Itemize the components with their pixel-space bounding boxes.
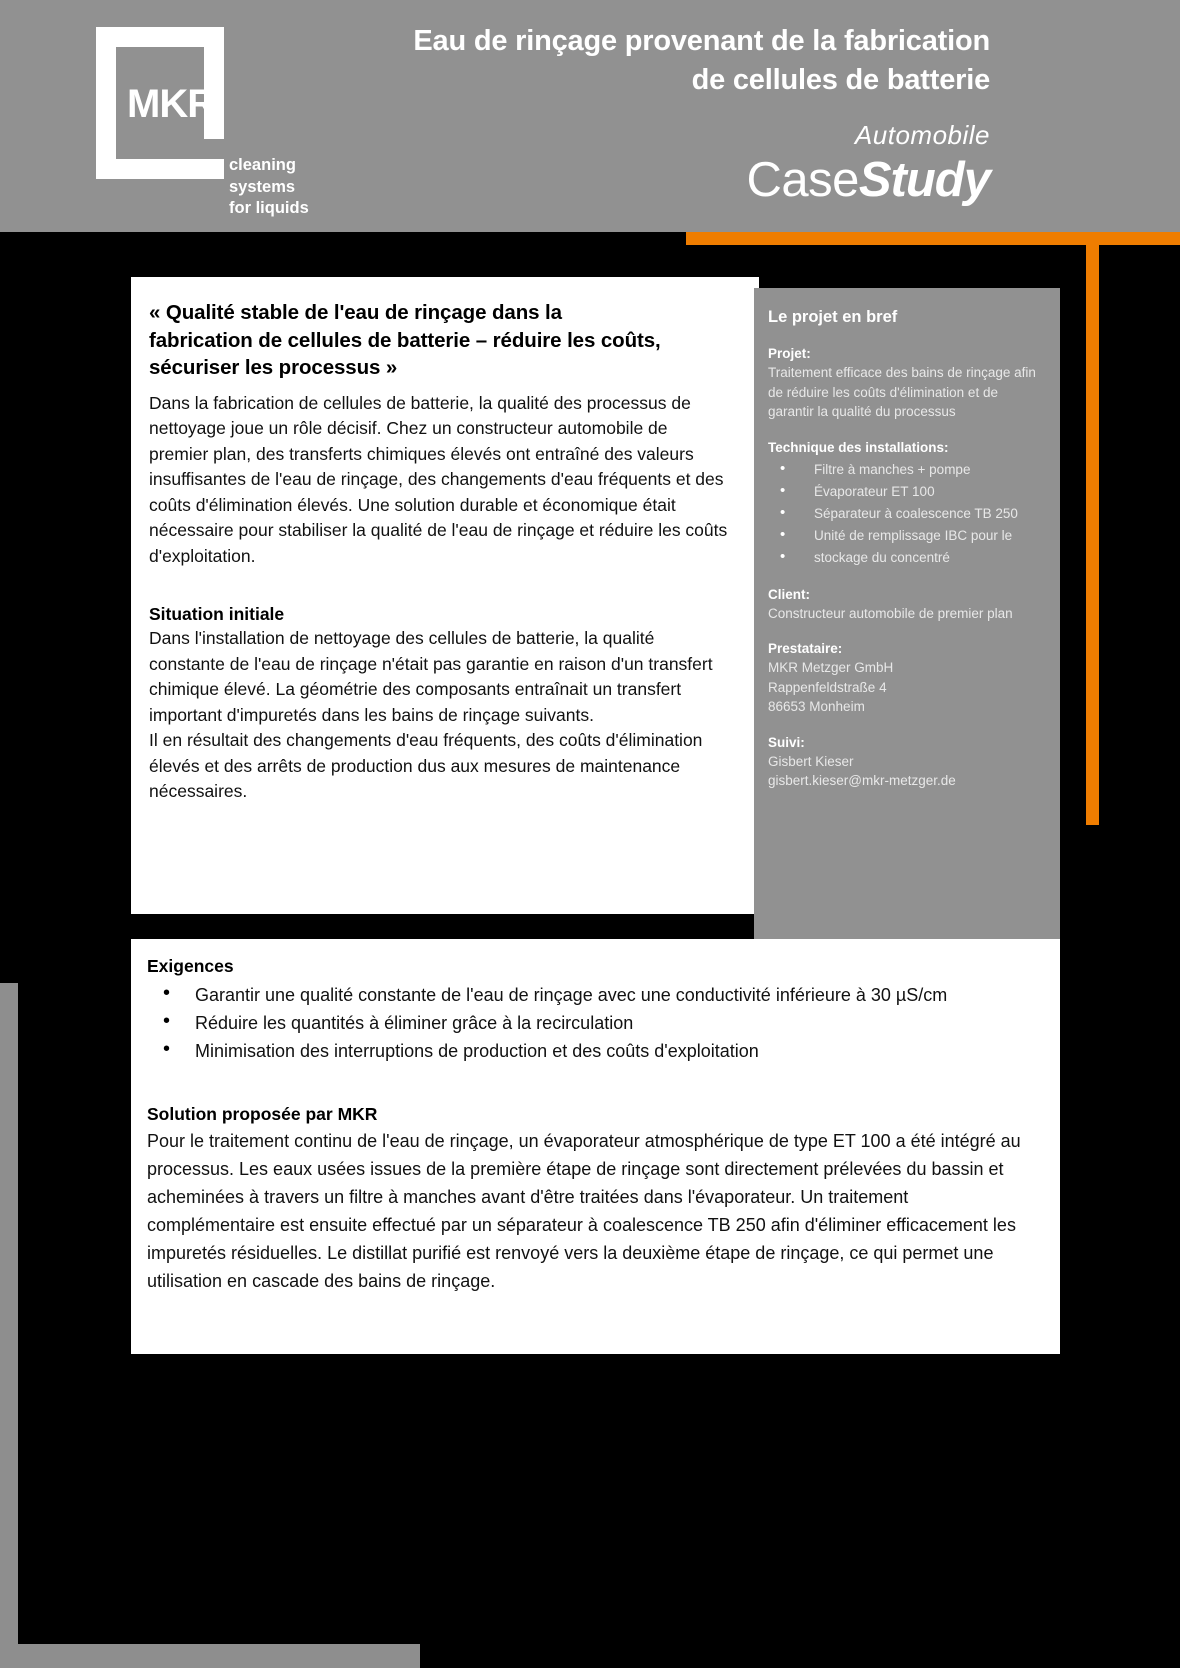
sidebar-provider-city: 86653 Monheim: [768, 699, 865, 714]
list-item: • Évaporateur ET 100: [768, 481, 1046, 503]
page-edge-left: [0, 983, 18, 1644]
logo-wordmark: MKR: [127, 82, 216, 126]
list-item: • stockage du concentré: [768, 547, 1046, 569]
page-edge-bottom: [0, 1644, 420, 1668]
list-item: • Réduire les quantités à éliminer grâce à la recirculation: [147, 1009, 1040, 1037]
logo-tagline-line-1: cleaning: [229, 156, 296, 174]
situation-paragraph-1: Dans l'installation de nettoyage des cellules de batterie, la qualité constante de l'eau de rinçage n'était pas garantie en raison d'un transfert chimique élevé. La géométrie des composants entraînait un transfert important d'impuretés dans les bains de rinçage suivants.: [149, 628, 713, 725]
sidebar-client-label: Client:: [768, 586, 810, 602]
logo-bar-left: [96, 27, 116, 179]
logo-tagline-line-2: systems: [229, 177, 296, 196]
sidebar-client-text: Constructeur automobile de premier plan: [768, 605, 1013, 621]
sidebar-technique-list: [768, 459, 1046, 569]
page-title-line-1: Eau de rinçage provenant de la fabrication: [413, 25, 990, 57]
case-study-word-study: Study: [858, 153, 990, 207]
logo-bracket-icon: [96, 27, 224, 179]
case-study-label: [300, 153, 990, 207]
sidebar-contact-label: Suivi:: [768, 734, 805, 750]
category-label: Automobile: [854, 120, 990, 150]
sidebar-project-label: Projet:: [768, 346, 811, 361]
sidebar-project-text: Traitement efficace des bains de rinçage afin de réduire les coûts d'élimination et de garantir la qualité du processus: [768, 365, 1036, 419]
list-item: • Filtre à manches + pompe: [768, 459, 1046, 481]
pull-quote-line-2: fabrication de cellules de batterie – réduire les coûts,: [149, 328, 661, 352]
solution-paragraph: Pour le traitement continu de l'eau de rinçage, un évaporateur atmosphérique de type ET 100 a été intégré au processus. Les eaux usées issues de la première étape de rinçage sont directement prélevées du bassin et acheminées à travers un filtre à manches avant d'être traitées dans l'évaporateur. Un traitement complémentaire est ensuite effectué par un séparateur à coalescence TB 250 afin d'éliminer efficacement les impuretés résiduelles. Le distillat purifié est renvoyé vers la deuxième étape de rinçage, ce qui permet une utilisation en cascade des bains de rinçage.: [147, 1131, 1021, 1291]
sidebar-title: Le projet en bref: [768, 308, 898, 326]
intro-paragraph: Dans la fabrication de cellules de batterie, la qualité des processus de nettoyage joue un rôle décisif. Chez un constructeur automobile de premier plan, des transferts chimiques élevés ont entraîné des valeurs insuffisantes de l'eau de rinçage, des changements d'eau fréquents et des coûts d'élimination élevés. Une solution durable et économique était nécessaire pour stabiliser la qualité de l'eau de rinçage et réduire les coûts d'exploitation.: [149, 392, 728, 566]
case-study-word-case: Case: [746, 153, 859, 207]
situation-paragraph-2: Il en résultait des changements d'eau fréquents, des coûts d'élimination élevés et des arrêts de production dus aux mesures de maintenance nécessaires.: [149, 730, 703, 801]
intro-panel: [131, 277, 759, 914]
pull-quote: [149, 299, 729, 382]
list-item: • Unité de remplissage IBC pour le: [768, 525, 1046, 547]
page-header: [0, 0, 1180, 232]
sidebar-contact-name: Gisbert Kieser: [768, 753, 854, 769]
sidebar-provider-label: Prestataire:: [768, 641, 843, 656]
pull-quote-line-1: « Qualité stable de l'eau de rinçage dans la: [149, 301, 562, 324]
mkr-logo: [96, 27, 326, 217]
project-summary-card: [754, 288, 1060, 958]
logo-bar-bottom: [96, 159, 224, 179]
sidebar-provider-name: MKR Metzger GmbH: [768, 660, 894, 675]
requirements-list: [147, 981, 1040, 1065]
logo-tagline: [229, 155, 309, 220]
list-item: • Séparateur à coalescence TB 250: [768, 503, 1046, 525]
accent-bar-top: [686, 232, 1180, 245]
logo-tagline-line-3: for liquids: [229, 199, 309, 217]
solution-heading: Solution proposée par MKR: [147, 1104, 378, 1124]
requirements-solution-panel: [131, 939, 1060, 1354]
page-title: [300, 22, 990, 100]
sidebar-provider-street: Rappenfeldstraße 4: [768, 679, 887, 695]
requirements-heading: Exigences: [147, 956, 234, 976]
sidebar-contact-email[interactable]: gisbert.kieser@mkr-metzger.de: [768, 773, 956, 788]
accent-bar-right: [1086, 245, 1099, 825]
situation-heading: Situation initiale: [149, 604, 285, 624]
pull-quote-line-3: sécuriser les processus »: [149, 356, 398, 379]
sidebar-technique-label: Technique des installations:: [768, 439, 949, 455]
list-item: • Minimisation des interruptions de production et des coûts d'exploitation: [147, 1037, 1040, 1065]
list-item: • Garantir une qualité constante de l'eau de rinçage avec une conductivité inférieure à 30 µS/cm: [147, 981, 1040, 1009]
header-title-block: [300, 22, 990, 207]
page-title-line-2: de cellules de batterie: [691, 64, 990, 96]
